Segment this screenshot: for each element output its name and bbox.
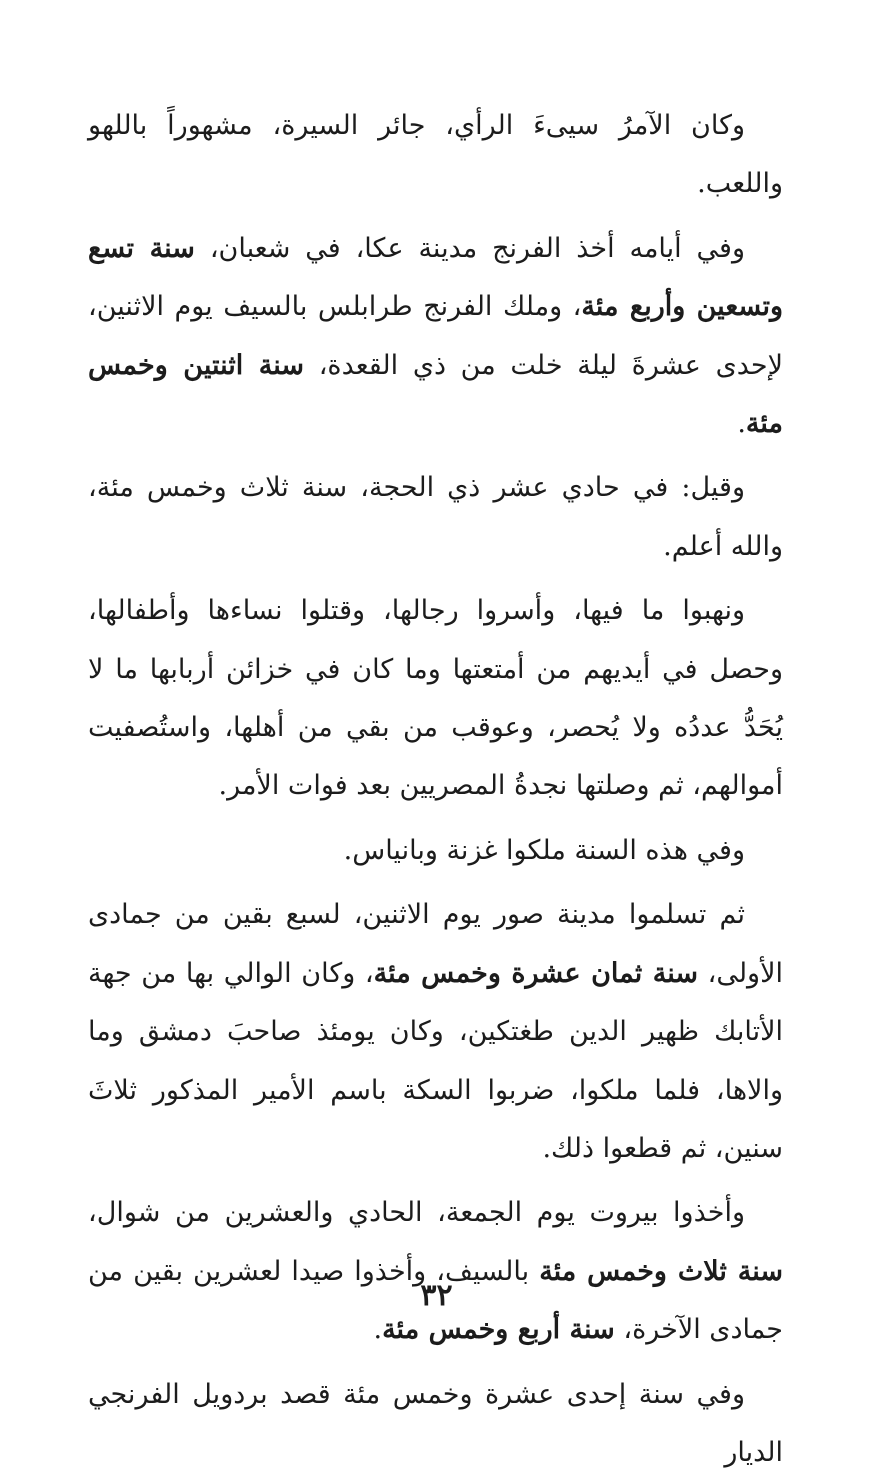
- paragraph-7-year-bold: سنة أربع وخمس مئة: [382, 1314, 615, 1346]
- paragraph-4: [88, 582, 783, 816]
- paragraph-5: [88, 822, 783, 880]
- paragraph-3: [88, 459, 783, 576]
- paragraph-6-text: ، وكان الوالي بها من جهة الأتابك ظهير الدين طغتكين، وكان يومئذ صاحبَ دمشق وما والاها، فلما ملكوا، ضربوا السكة باسم الأمير المذكور ثلاثَ سنين، ثم قطعوا ذلك.: [88, 957, 783, 1164]
- paragraph-2-text: .: [737, 408, 746, 440]
- paragraph-2-text: ، وملك الفرنج طرابلس بالسيف يوم الاثنين، لإحدى عشرةَ ليلة خلت من ذي القعدة،: [88, 291, 783, 381]
- paragraph-7-text: وأخذوا بيروت يوم الجمعة، الحادي والعشرين من شوال،: [88, 1197, 745, 1229]
- page-body-text: [88, 97, 783, 1482]
- paragraph-1-text: وكان الآمرُ سيىءَ الرأي، جائر السيرة، مشهوراً باللهو واللعب.: [88, 110, 783, 200]
- paragraph-5-text: وفي هذه السنة ملكوا غزنة وبانياس.: [343, 834, 745, 866]
- page-number: ٣٢: [420, 1278, 453, 1313]
- paragraph-3-text: وقيل: في حادي عشر ذي الحجة، سنة ثلاث وخمس مئة، والله أعلم.: [88, 472, 783, 562]
- paragraph-8: [88, 1366, 783, 1482]
- paragraph-6-year-bold: سنة ثمان عشرة وخمس مئة: [373, 957, 698, 989]
- paragraph-2-year-bold: سنة اثنتين وخمس مئة: [88, 349, 783, 440]
- paragraph-7-text: .: [373, 1314, 383, 1346]
- paragraph-6: [88, 886, 783, 1178]
- paragraph-2: [88, 220, 783, 454]
- paragraph-2-year-bold: سنة تسع وتسعين وأربع مئة: [88, 232, 783, 323]
- paragraph-7-year-bold: سنة ثلاث وخمس مئة: [539, 1255, 783, 1287]
- paragraph-7-text: بالسيف، وأخذوا صيدا لعشرين بقين من جمادى الآخرة،: [88, 1255, 783, 1346]
- paragraph-1: [88, 97, 783, 214]
- paragraph-6-text: ثم تسلموا مدينة صور يوم الاثنين، لسبع بقين من جمادى الأولى،: [88, 899, 783, 989]
- paragraph-4-text: ونهبوا ما فيها، وأسروا رجالها، وقتلوا نساءها وأطفالها، وحصل في أيديهم من أمتعتها وما كان في خزائن أربابها ما لا يُحَدُّ عددُه ولا يُحصر، وعوقب من بقي من أهلها، واستُصفيت أموالهم، ثم وصلتها نجدةُ المصريين بعد فوات الأمر.: [88, 595, 783, 802]
- paragraph-7: [88, 1184, 783, 1359]
- paragraph-8-text: وفي سنة إحدى عشرة وخمس مئة قصد بردويل الفرنجي الديار: [88, 1378, 783, 1468]
- paragraph-2-text: وفي أيامه أخذ الفرنج مدينة عكا، في شعبان،: [194, 232, 746, 264]
